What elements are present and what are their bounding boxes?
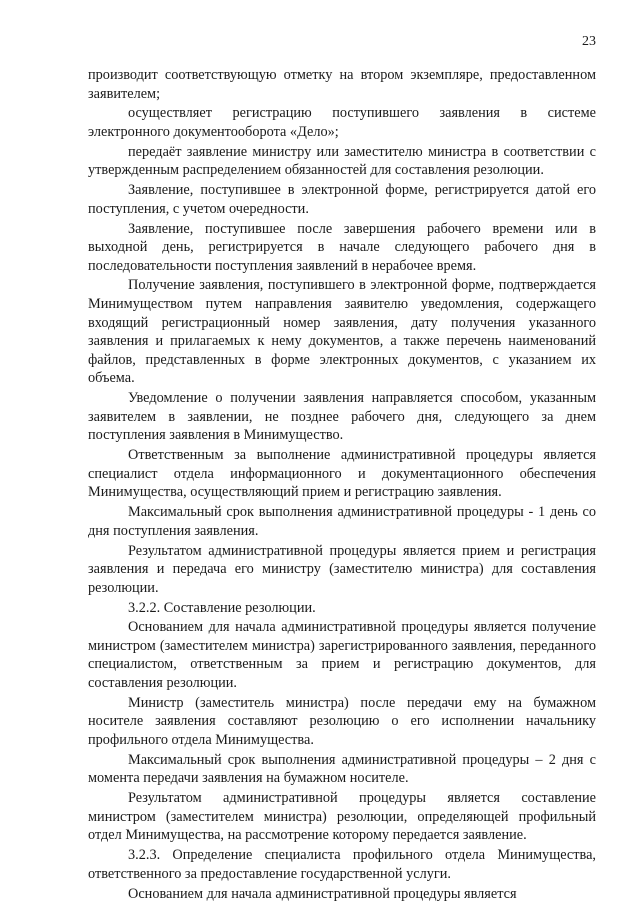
- section-heading-3-2-2: 3.2.2. Составление резолюции.: [128, 599, 316, 616]
- paragraph-17: Основанием для начала административной процедуры является: [128, 885, 517, 902]
- paragraph-8: Ответственным за выполнение административной процедуры является специалист отдела информационного и документационного обеспечения Минимущества, осуществляющий прием и регистрацию заявления.: [88, 447, 596, 501]
- paragraph-7: Уведомление о получении заявления направляется способом, указанным заявителем в заявлении, не позднее рабочего дня, следующего за днем поступления заявления в Минимущество.: [88, 390, 596, 444]
- paragraph-6: Получение заявления, поступившего в электронной форме, подтверждается Минимуществом путем направления заявителю уведомления, содержащего входящий регистрационный номер заявления, дату получения указанного заявления и прилагаемых к нему документов, а также перечень наименований файлов, представленных в форме электронных документов, с указанием их объема.: [88, 277, 596, 387]
- section-heading-3-2-3: 3.2.3. Определение специалиста профильного отдела Минимущества, ответственного за предоставление государственной услуги.: [88, 847, 596, 882]
- paragraph-5: Заявление, поступившее после завершения рабочего времени или в выходной день, регистрируется в начале следующего рабочего дня в последовательности поступления заявлений в нерабочее время.: [88, 220, 596, 274]
- page-number: 23: [582, 34, 596, 49]
- paragraph-13: Министр (заместитель министра) после передачи ему на бумажном носителе заявления составляют резолюцию о его исполнении начальнику профильного отдела Минимущества.: [88, 694, 596, 749]
- paragraph-1: производит соответствующую отметку на втором экземпляре, предоставленном заявителем;: [88, 67, 596, 102]
- paragraph-9: Максимальный срок выполнения административной процедуры - 1 день со дня поступления заявления.: [88, 504, 596, 539]
- document-body: [88, 66, 596, 904]
- paragraph-4: Заявление, поступившее в электронной форме, регистрируется датой его поступления, с учетом очередности.: [88, 182, 596, 217]
- paragraph-15: Результатом административной процедуры является составление министром (заместителем министра) резолюции, определяющей профильный отдел Минимущества, на рассмотрение которому передается заявление.: [88, 790, 596, 844]
- paragraph-10: Результатом административной процедуры является прием и регистрация заявления и передача его министру (заместителю министра) для составления резолюции.: [88, 542, 596, 596]
- paragraph-12: Основанием для начала административной процедуры является получение министром (заместителем министра) зарегистрированного заявления, переданного специалистом, ответственным за прием и регистрацию документов, для составления резолюции.: [88, 619, 596, 692]
- paragraph-2: осуществляет регистрацию поступившего заявления в системе электронного документооборота «Дело»;: [88, 105, 596, 140]
- paragraph-3: передаёт заявление министру или заместителю министра в соответствии с утвержденным распределением обязанностей для составления резолюции.: [88, 143, 596, 179]
- paragraph-14: Максимальный срок выполнения административной процедуры – 2 дня с момента передачи заявления на бумажном носителе.: [88, 751, 596, 787]
